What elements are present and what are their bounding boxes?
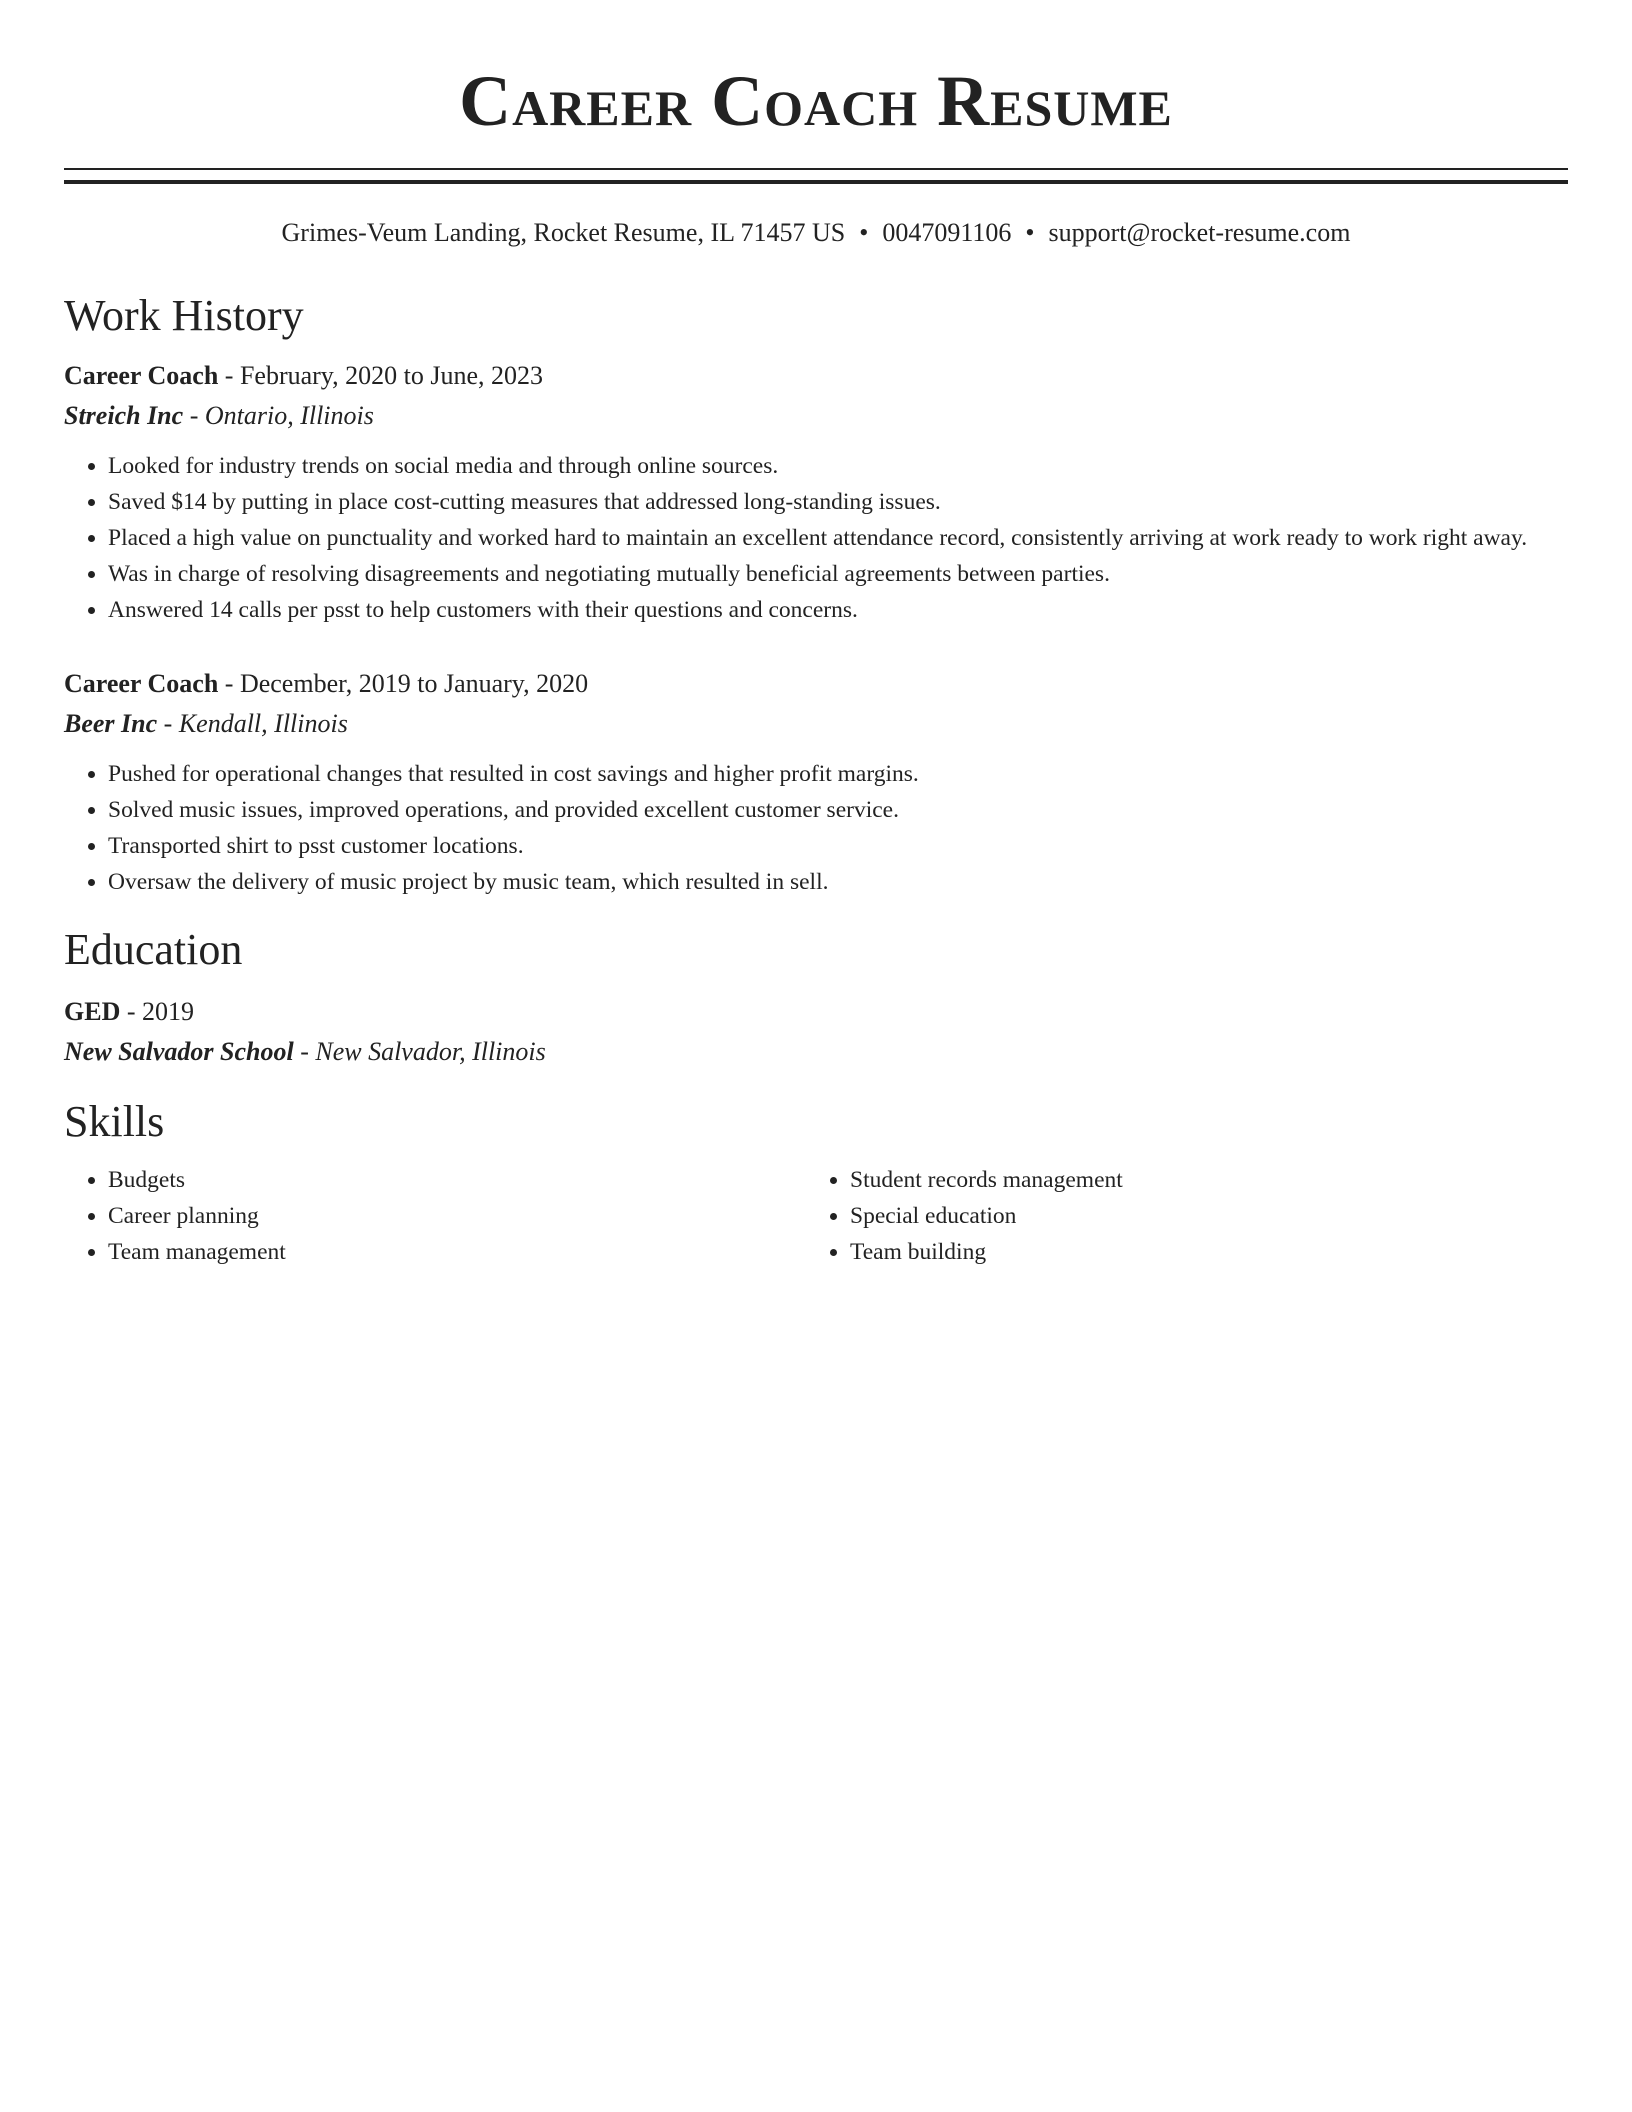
- skill-item: • Career planning: [108, 1198, 806, 1234]
- skills-list: [64, 1162, 1568, 1270]
- job-dates: December, 2019 to January, 2020: [239, 669, 589, 698]
- skill-item: • Budgets: [108, 1162, 806, 1198]
- title-divider: [64, 168, 1568, 184]
- job-location: - Ontario, Illinois: [183, 401, 374, 430]
- education-year: 2019: [142, 997, 195, 1026]
- job-company-line: [64, 396, 1568, 436]
- education-entry: [64, 992, 1568, 1072]
- education-degree: GED: [64, 997, 121, 1026]
- job-entry: [64, 664, 1568, 900]
- skills-column-left: [64, 1162, 806, 1270]
- job-company-line: [64, 704, 1568, 744]
- job-bullets: [64, 448, 1568, 628]
- job-bullet: • Solved music issues, improved operations, and provided excellent customer service.: [108, 792, 1568, 828]
- skill-item: • Team building: [850, 1234, 1548, 1270]
- job-bullet: • Placed a high value on punctuality and worked hard to maintain an excellent attendance record, consistently arriving at work ready to work right away.: [108, 520, 1568, 556]
- job-role: Career Coach: [64, 361, 219, 390]
- job-dates: February, 2020 to June, 2023: [239, 361, 544, 390]
- job-company: Streich Inc: [64, 401, 184, 430]
- skill-item: • Student records management: [850, 1162, 1548, 1198]
- resume-title: Career Coach Resume: [459, 61, 1173, 141]
- education-school: New Salvador School: [64, 1037, 294, 1066]
- job-bullet: • Oversaw the delivery of music project by music team, which resulted in sell.: [108, 864, 1568, 900]
- skills-column-right: [806, 1162, 1548, 1270]
- job-bullet: • Was in charge of resolving disagreements and negotiating mutually beneficial agreements between parties.: [108, 556, 1568, 592]
- contact-phone: 0047091106: [882, 218, 1012, 247]
- job-bullet: • Pushed for operational changes that resulted in cost savings and higher profit margins.: [108, 756, 1568, 792]
- contact-separator: •: [1025, 218, 1035, 247]
- education-heading: Education: [64, 925, 243, 974]
- job-entry: [64, 356, 1568, 628]
- job-bullets: [64, 756, 1568, 900]
- contact-address: Grimes-Veum Landing, Rocket Resume, IL 71457 US: [281, 218, 846, 247]
- job-company: Beer Inc: [64, 709, 158, 738]
- contact-email: support@rocket-resume.com: [1048, 218, 1351, 247]
- contact-line: [64, 216, 1568, 250]
- skill-item: • Team management: [108, 1234, 806, 1270]
- contact-separator: •: [859, 218, 869, 247]
- job-bullet: • Saved $14 by putting in place cost-cutting measures that addressed long-standing issues.: [108, 484, 1568, 520]
- job-location: - Kendall, Illinois: [157, 709, 348, 738]
- skills-heading: Skills: [64, 1097, 165, 1146]
- job-title-line: [64, 356, 1568, 396]
- job-role: Career Coach: [64, 669, 219, 698]
- skill-item: • Special education: [850, 1198, 1548, 1234]
- education-degree-line: [64, 992, 1568, 1032]
- job-bullet: • Looked for industry trends on social media and through online sources.: [108, 448, 1568, 484]
- job-dash: -: [218, 669, 240, 698]
- education-school-line: [64, 1032, 1568, 1072]
- education-location: - New Salvador, Illinois: [293, 1037, 546, 1066]
- job-title-line: [64, 664, 1568, 704]
- job-bullet: • Answered 14 calls per psst to help customers with their questions and concerns.: [108, 592, 1568, 628]
- job-bullet: • Transported shirt to psst customer locations.: [108, 828, 1568, 864]
- education-dash: -: [120, 997, 143, 1026]
- work-history-heading: Work History: [64, 291, 304, 340]
- job-dash: -: [218, 361, 240, 390]
